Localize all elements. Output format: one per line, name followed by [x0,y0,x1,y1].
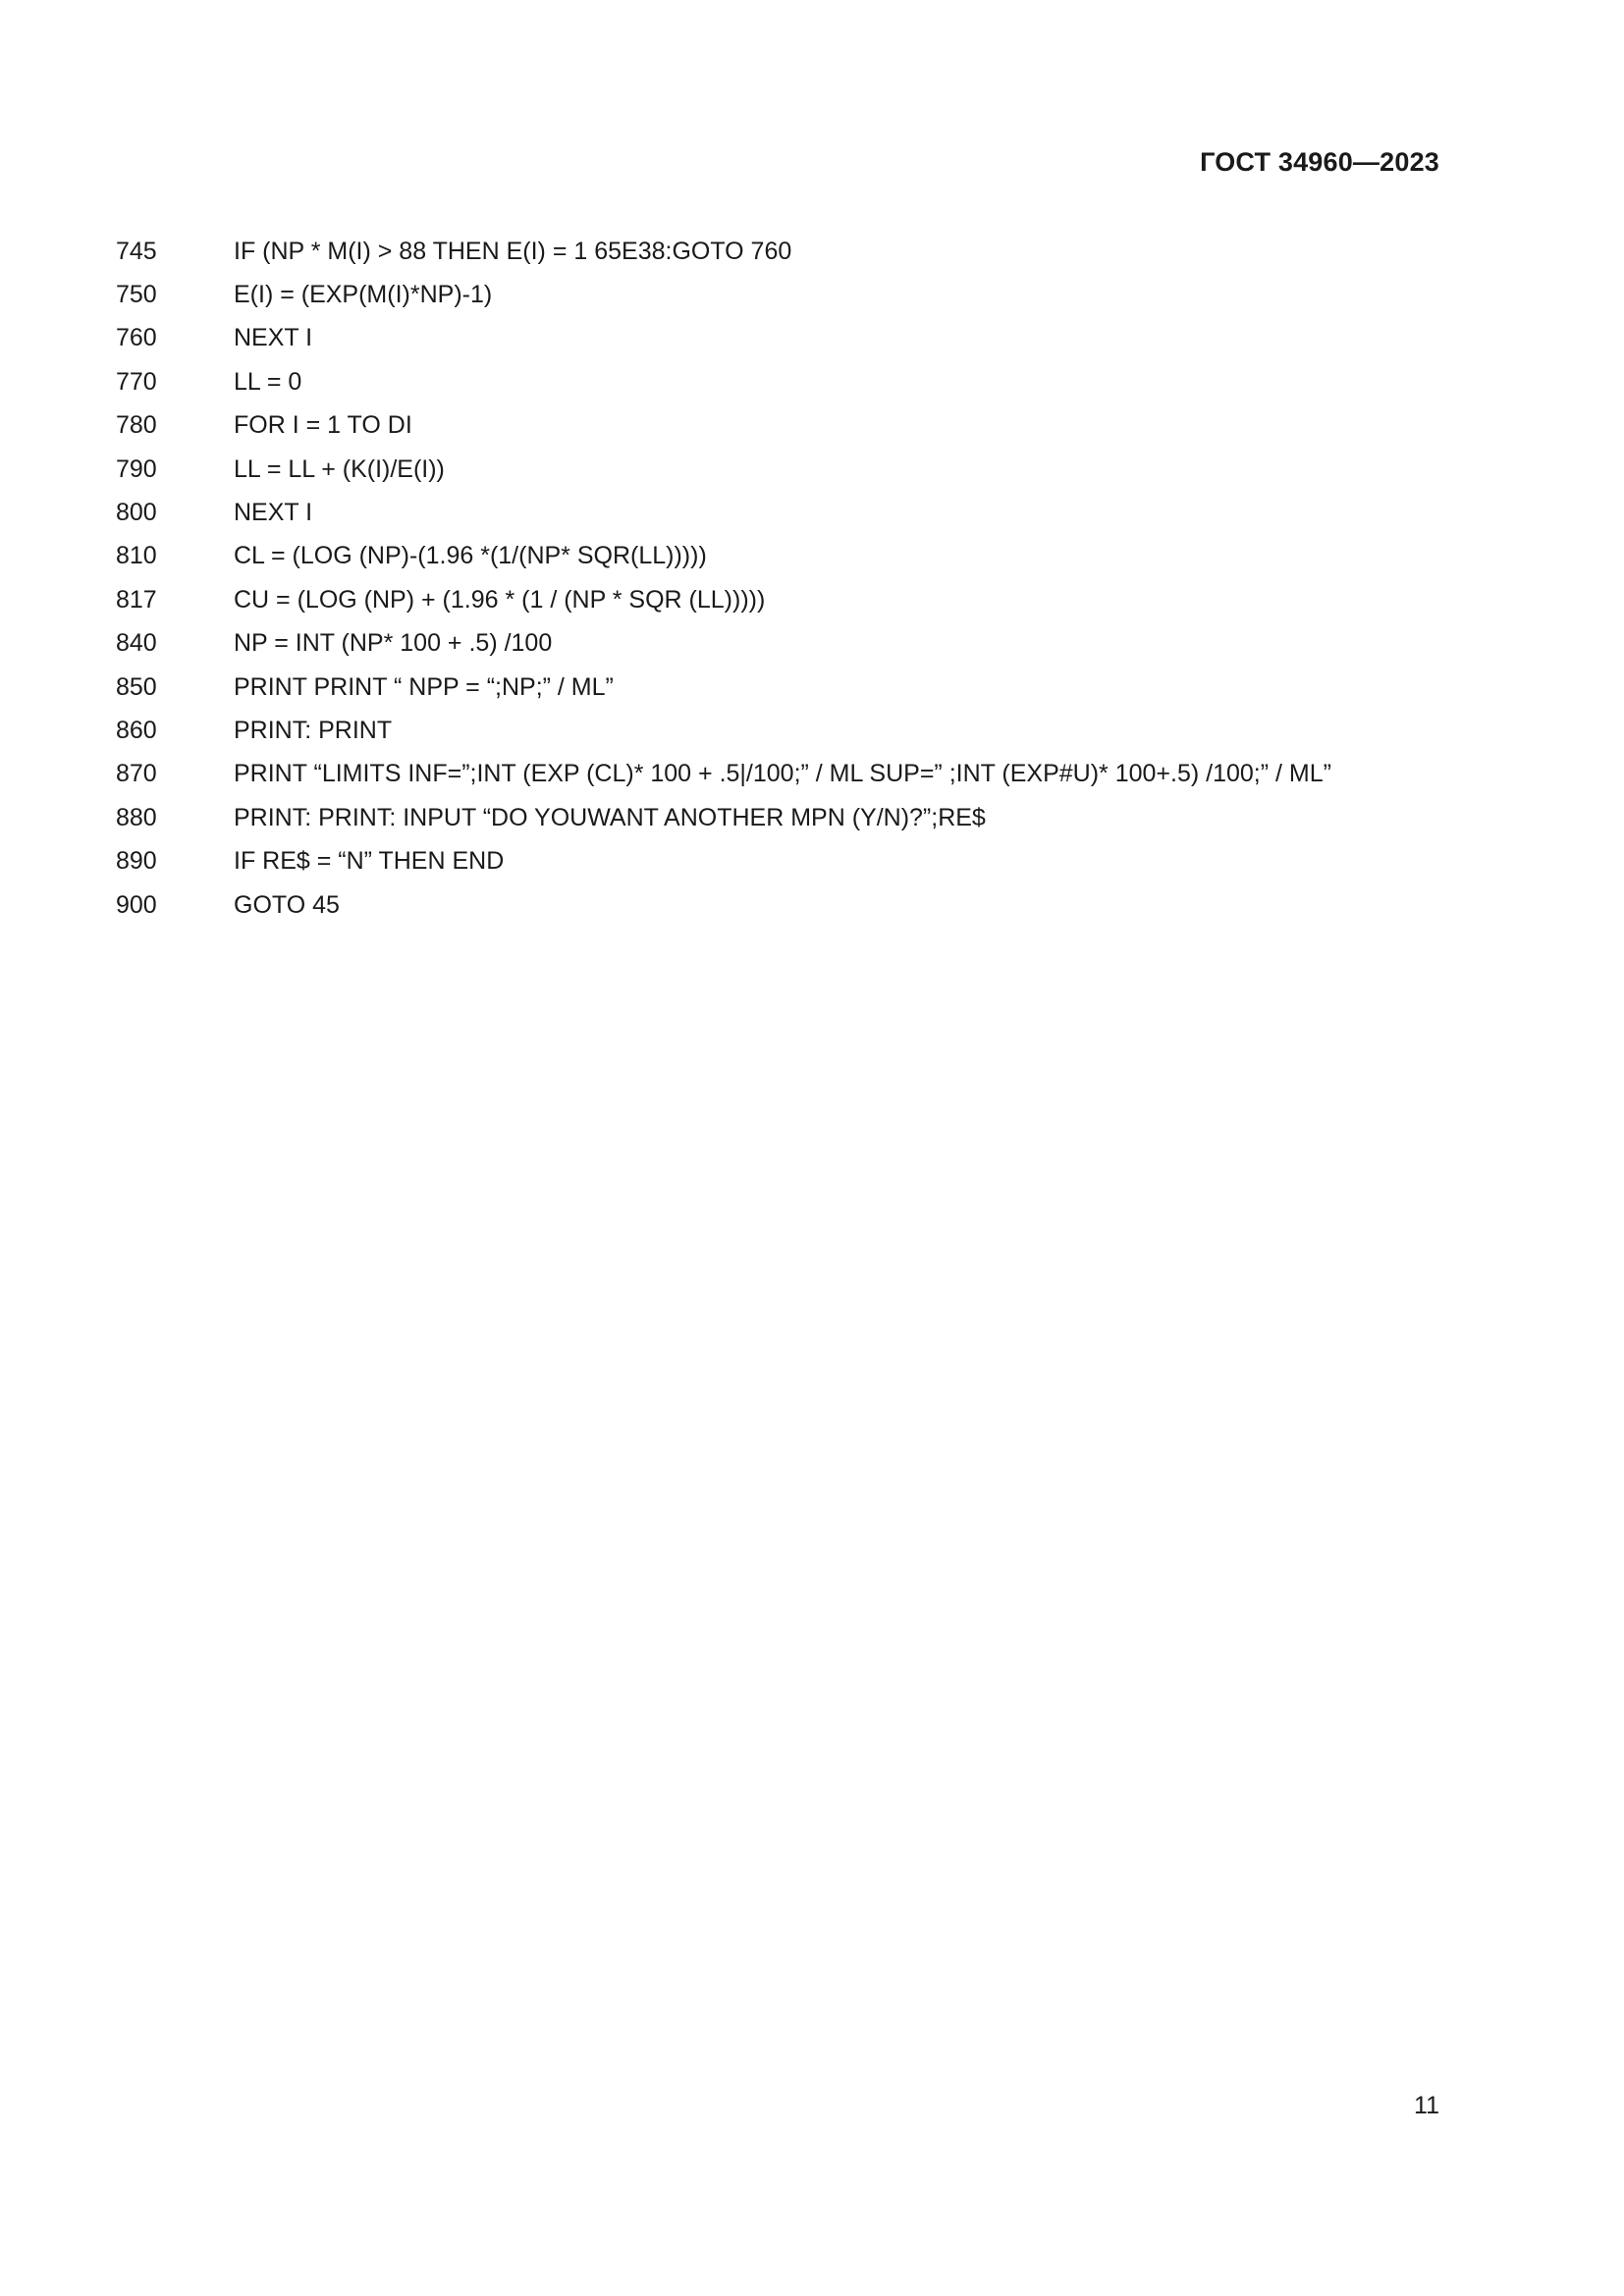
line-number: 890 [116,847,157,876]
page-header-standard: ГОСТ 34960—2023 [1200,147,1439,177]
code-line [116,883,1432,927]
code-listing [116,230,1432,927]
code-line [116,839,1432,882]
line-number: 900 [116,890,157,919]
line-code: LL = LL + (K(I)/E(I)) [234,454,445,483]
code-line [116,273,1432,316]
page-number: 11 [1414,2092,1439,2119]
line-number: 870 [116,760,157,788]
code-line [116,360,1432,403]
line-number: 790 [116,454,157,483]
line-code: CL = (LOG (NP)-(1.96 *(1/(NP* SQR(LL))))) [234,542,707,570]
line-number: 810 [116,542,157,570]
line-code: CU = (LOG (NP) + (1.96 * (1 / (NP * SQR (LL))))) [234,585,766,614]
line-number: 860 [116,716,157,744]
code-line [116,622,1432,666]
line-code: GOTO 45 [234,890,340,919]
line-number: 780 [116,411,157,440]
line-code: PRINT: PRINT [234,716,393,744]
line-number: 817 [116,585,157,614]
line-code: NEXT I [234,324,313,352]
line-code: LL = 0 [234,367,302,396]
code-line [116,404,1432,448]
line-code: NEXT I [234,499,313,527]
line-number: 760 [116,324,157,352]
line-code: IF (NP * M(I) > 88 THEN E(I) = 1 65E38:GOTO 760 [234,237,792,265]
line-code: IF RE$ = “N” THEN END [234,847,505,876]
line-number: 880 [116,803,157,831]
line-number: 745 [116,237,157,265]
code-line [116,491,1432,534]
line-code: NP = INT (NP* 100 + .5) /100 [234,629,553,658]
line-code: E(I) = (EXP(M(I)*NP)-1) [234,281,493,309]
code-line [116,709,1432,752]
line-number: 840 [116,629,157,658]
code-line [116,666,1432,709]
code-line [116,753,1432,796]
line-number: 800 [116,499,157,527]
line-code: PRINT “LIMITS INF=”;INT (EXP (CL)* 100 + .5|/100;” / ML SUP=” ;INT (EXP#U)* 100+.5) /100;” / ML” [234,760,1331,788]
code-line [116,578,1432,621]
code-line [116,448,1432,491]
line-code: PRINT: PRINT: INPUT “DO YOUWANT ANOTHER MPN (Y/N)?”;RE$ [234,803,986,831]
code-line [116,535,1432,578]
code-line [116,317,1432,360]
line-number: 770 [116,367,157,396]
code-line [116,796,1432,839]
code-line [116,230,1432,273]
line-number: 750 [116,281,157,309]
line-code: FOR I = 1 TO DI [234,411,412,440]
line-code: PRINT PRINT “ NPP = “;NP;” / ML” [234,672,614,701]
line-number: 850 [116,672,157,701]
